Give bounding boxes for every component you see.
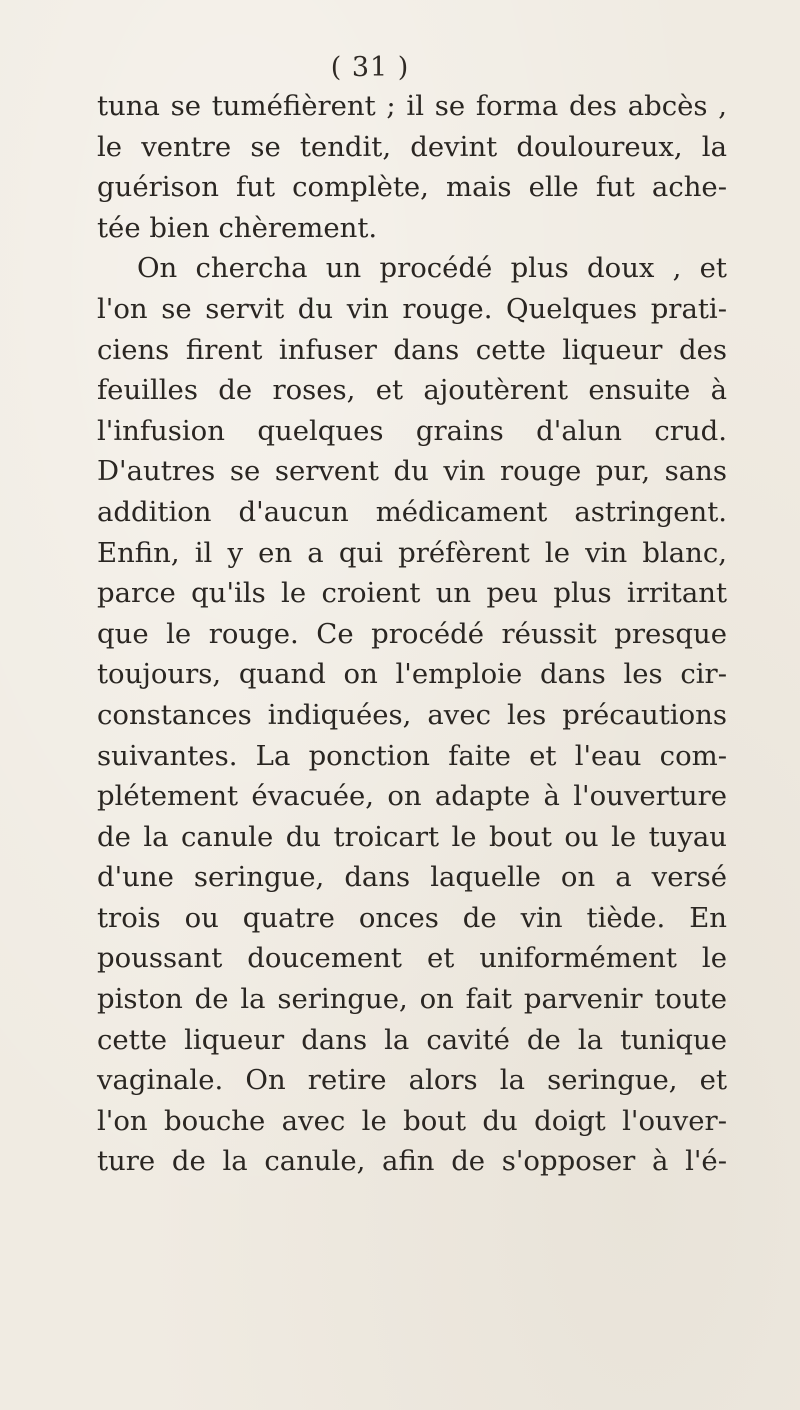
text-line: toujours, quand on l'emploie dans les cir- (97, 658, 727, 691)
page-number: ( 31 ) (330, 52, 410, 83)
text-line: vaginale. On retire alors la seringue, et (97, 1064, 727, 1097)
text-line: poussant doucement et uniformément le (97, 942, 727, 975)
text-line: tuna se tuméfièrent ; il se forma des abcès , (97, 90, 727, 122)
text-line: D'autres se servent du vin rouge pur, sans (97, 455, 727, 488)
text-line: feuilles de roses, et ajoutèrent ensuite à (97, 374, 727, 407)
text-line: tée bien chèrement. (97, 211, 378, 244)
text-line: plétement évacuée, on adapte à l'ouverture (97, 780, 727, 813)
text-line: l'infusion quelques grains d'alun crud. (97, 414, 727, 447)
text-line: Enfin, il y en a qui préfèrent le vin blanc, (97, 536, 727, 569)
text-line: trois ou quatre onces de vin tiède. En (97, 901, 727, 934)
text-line: suivantes. La ponction faite et l'eau com- (97, 739, 727, 772)
text-line: ciens firent infuser dans cette liqueur des (97, 333, 727, 366)
text-line: addition d'aucun médicament astringent. (97, 495, 727, 528)
text-line: de la canule du troicart le bout ou le tuyau (97, 820, 727, 853)
text-line: parce qu'ils le croient un peu plus irritant (97, 577, 727, 610)
text-line: ture de la canule, afin de s'opposer à l'é- (97, 1145, 727, 1178)
text-line: d'une seringue, dans laquelle on a versé (97, 861, 727, 894)
text-line: piston de la seringue, on fait parvenir toute (97, 983, 727, 1016)
text-line: que le rouge. Ce procédé réussit presque (97, 617, 727, 650)
text-line: le ventre se tendit, devint douloureux, la (97, 130, 727, 163)
text-line: On chercha un procédé plus doux , et (137, 252, 727, 285)
text-line: constances indiquées, avec les précautions (97, 698, 727, 731)
text-line: cette liqueur dans la cavité de la tunique (97, 1023, 727, 1056)
body-text (97, 86, 727, 1182)
text-line: l'on bouche avec le bout du doigt l'ouver- (97, 1104, 727, 1137)
text-line: guérison fut complète, mais elle fut ache- (97, 171, 727, 204)
text-line: l'on se servit du vin rouge. Quelques prati- (97, 292, 727, 325)
